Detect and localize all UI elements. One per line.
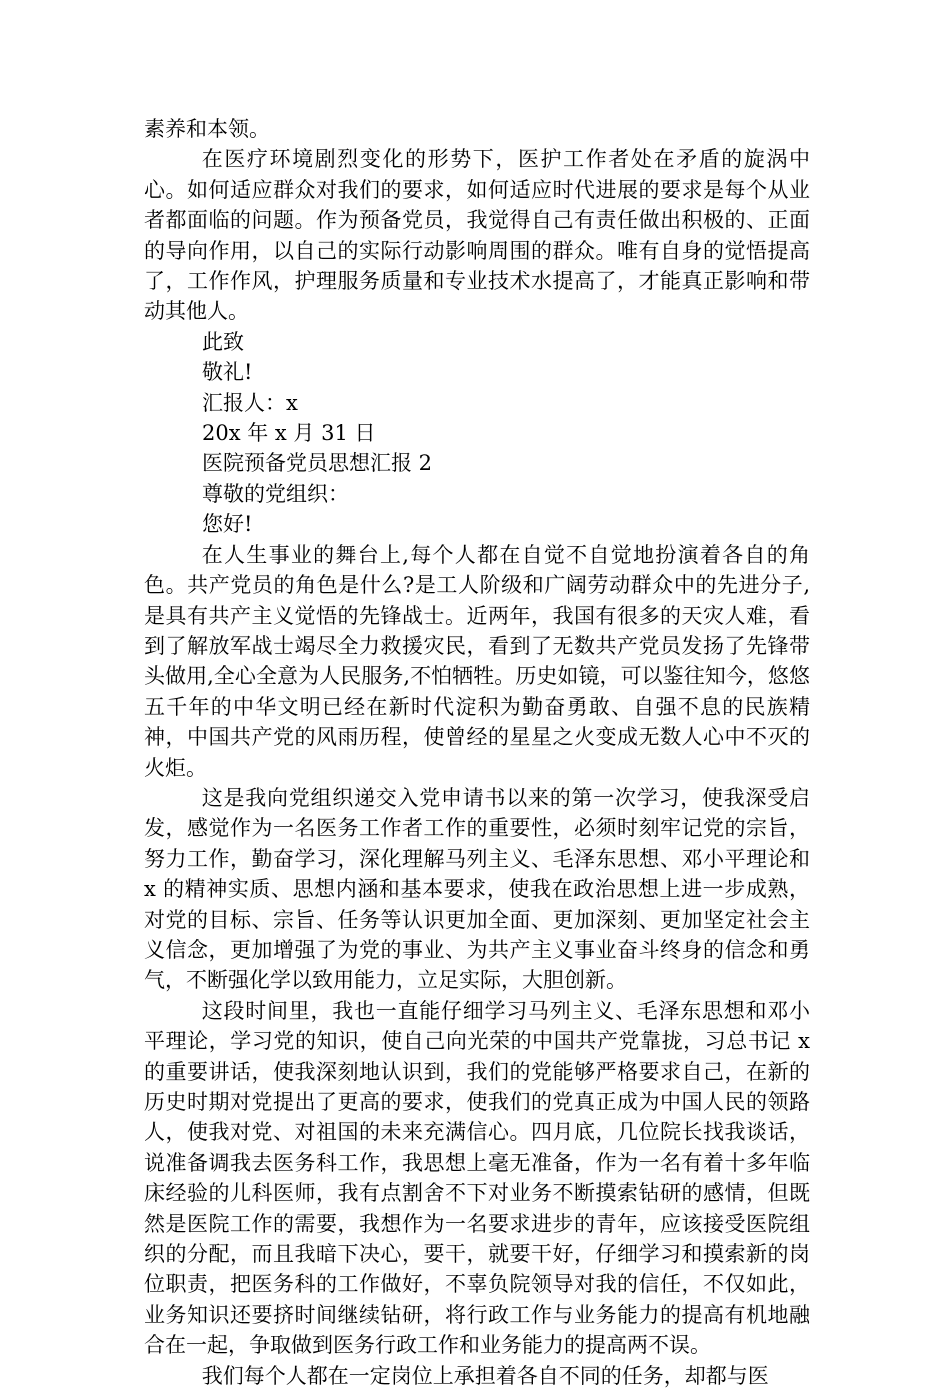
- paragraph-work: 这段时间里，我也一直能仔细学习马列主义、毛泽东思想和邓小平理论，学习党的知识，使自己向光荣的中国共产党靠拢，习总书记 x 的重要讲话，使我深刻地认识到，我们的党能够严格要求自己，在新的历史时期对党提出了更高的要求，使我们的党真正成为中国人民的领路人，使我对党、对祖国的未来充满信心。四月底，几位院长找我谈话，说准备调我去医务科工作，我思想上毫无准备，作为一名有着十多年临床经验的儿科医师，我有点割舍不下对业务不断摸索钻研的感情，但既然是医院工作的需要，我想作为一名要求进步的青年，应该接受医院组织的分配，而且我暗下决心，要干，就要干好，仔细学习和摸索新的岗位职责，把医务科的工作做好，不辜负院领导对我的信任，不仅如此，业务知识还要挤时间继续钻研，将行政工作与业务能力的提高有机地融合在一起，争取做到医务行政工作和业务能力的提高两不误。: [144, 998, 810, 1358]
- paragraph-role: 在人生事业的舞台上,每个人都在自觉不自觉地扮演着各自的角色。共产党员的角色是什么?是工人阶级和广阔劳动群众中的先进分子,是具有共产主义觉悟的先锋战士。近两年，我国有很多的天灾人难，看到了解放军战士竭尽全力救援灾民，看到了无数共产党员发扬了先锋带头做用,全心全意为人民服务,不怕牺牲。历史如镜，可以鉴往知今，悠悠五千年的中华文明已经在新时代淀积为勤奋勇敢、自强不息的民族精神，中国共产党的风雨历程，使曾经的星星之火变成无数人心中不灭的火炬。: [144, 542, 810, 780]
- paragraph-final: 我们每个人都在一定岗位上承担着各自不同的任务，却都与医: [201, 1363, 769, 1388]
- document-body: [144, 114, 810, 1391]
- greeting-addressee: 尊敬的党组织：: [202, 481, 349, 506]
- closing-salutation: 此致: [202, 329, 244, 354]
- greeting-hello: 您好!: [202, 512, 253, 537]
- paragraph-medical-environment: 在医疗环境剧烈变化的形势下，医护工作者处在矛盾的旋涡中心。如何适应群众对我们的要求，如何适应时代进展的要求是每个从业者都面临的问题。作为预备党员，我觉得自己有责任做出积极的、正面的导向作用，以自己的实际行动影响周围的群众。唯有自身的觉悟提高了，工作作风，护理服务质量和专业技术水提高了，才能真正影响和带动其他人。: [144, 147, 810, 324]
- reporter-line: 汇报人：x: [202, 390, 298, 415]
- section-title: 医院预备党员思想汇报 2: [202, 451, 433, 476]
- date-line: 20x 年 x 月 31 日: [202, 421, 376, 446]
- closing-regards: 敬礼!: [202, 360, 253, 385]
- paragraph-continuation: 素养和本领。: [144, 117, 270, 141]
- paragraph-study: 这是我向党组织递交入党申请书以来的第一次学习，使我深受启发，感觉作为一名医务工作者工作的重要性，必须时刻牢记党的宗旨，努力工作，勤奋学习，深化理解马列主义、毛泽东思想、邓小平理论和 x 的精神实质、思想内涵和基本要求，使我在政治思想上进一步成熟，对党的目标、宗旨、任务等认识更加全面、更加深刻、更加坚定社会主义信念，更加增强了为党的事业、为共产主义事业奋斗终身的信念和勇气，不断强化学以致用能力，立足实际，大胆创新。: [144, 785, 810, 993]
